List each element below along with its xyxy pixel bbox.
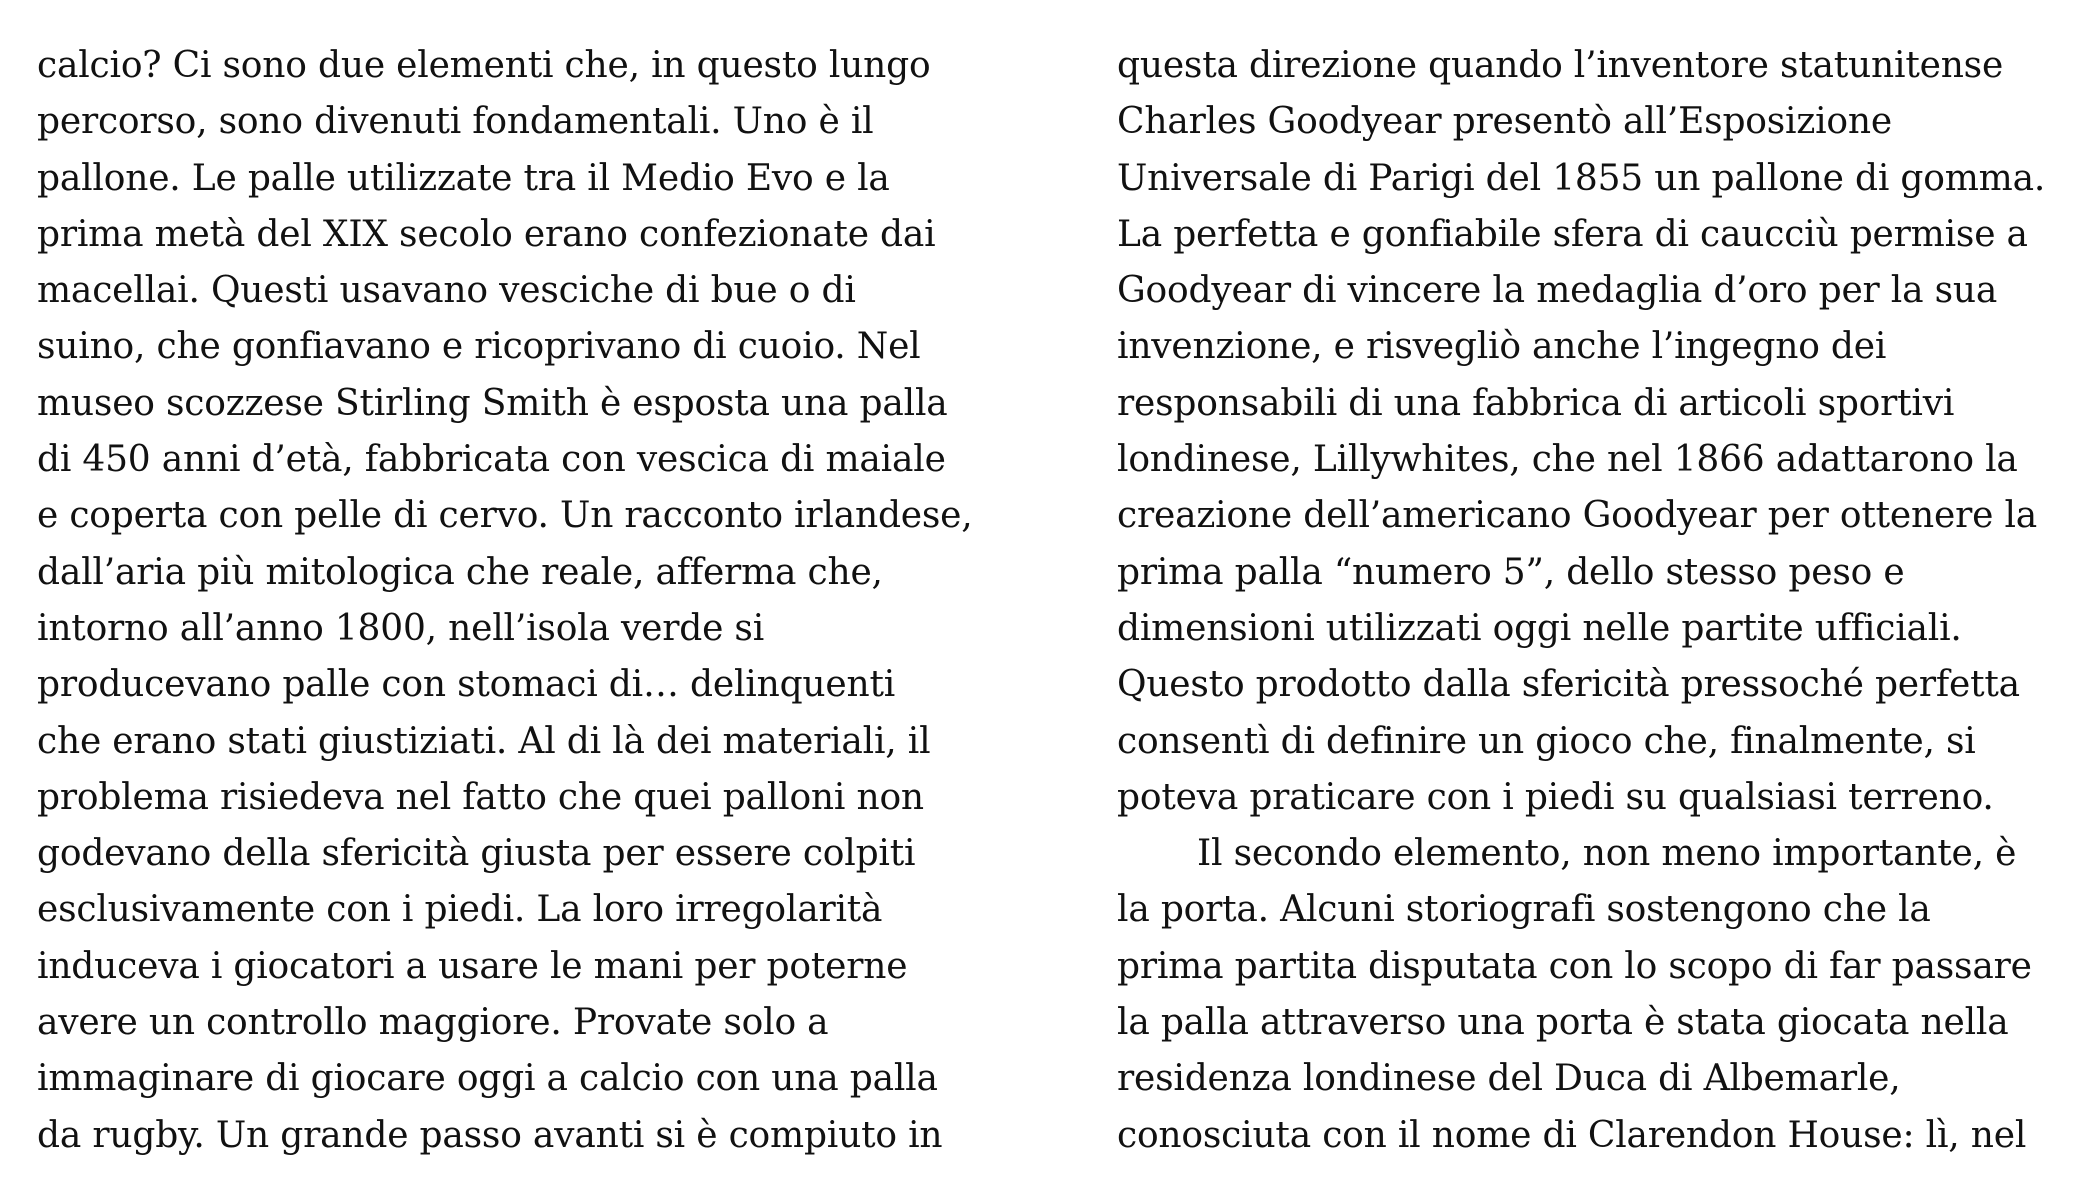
text-line: londinese, Lillywhites, che nel 1866 adattarono la <box>1117 439 2018 481</box>
text-line: suino, che gonfiavano e ricoprivano di cuoio. Nel <box>37 326 921 368</box>
text-line: La perfetta e gonfiabile sfera di caucciù permise a <box>1117 213 2028 255</box>
text-line: la palla attraverso una porta è stata giocata nella <box>1117 1002 2009 1044</box>
text-column-left <box>37 38 973 1164</box>
text-line: induceva i giocatori a usare le mani per poterne <box>37 945 908 987</box>
text-line: museo scozzese Stirling Smith è esposta una palla <box>37 382 948 424</box>
text-line: responsabili di una fabbrica di articoli sportivi <box>1117 382 1955 424</box>
text-line: creazione dell’americano Goodyear per ottenere la <box>1117 495 2038 537</box>
text-line: prima partita disputata con lo scopo di far passare <box>1117 945 2032 987</box>
text-line: pallone. Le palle utilizzate tra il Medio Evo e la <box>37 157 890 199</box>
text-line: prima metà del XIX secolo erano confezionate dai <box>37 213 936 255</box>
text-column-right <box>1117 38 2057 1164</box>
text-line: Goodyear di vincere la medaglia d’oro per la sua <box>1117 270 1998 312</box>
text-line: avere un controllo maggiore. Provate solo a <box>37 1002 829 1044</box>
text-line: prima palla “numero 5”, dello stesso peso e <box>1117 551 1905 593</box>
text-line: producevano palle con stomaci di… delinquenti <box>37 664 896 706</box>
text-line: problema risiedeva nel fatto che quei palloni non <box>37 776 924 818</box>
text-line: di 450 anni d’età, fabbricata con vescica di maiale <box>37 439 946 481</box>
text-line: immaginare di giocare oggi a calcio con una palla <box>37 1058 938 1100</box>
text-line: questa direzione quando l’inventore statunitense <box>1117 45 2004 86</box>
text-line: percorso, sono divenuti fondamentali. Uno è il <box>37 101 874 143</box>
text-line: la porta. Alcuni storiografi sostengono che la <box>1117 889 1931 931</box>
text-line: da rugby. Un grande passo avanti si è compiuto in <box>37 1114 943 1156</box>
text-line: dimensioni utilizzati oggi nelle partite ufficiali. <box>1117 607 1962 649</box>
text-line: consentì di definire un gioco che, finalmente, si <box>1117 720 1976 762</box>
text-line: godevano della sfericità giusta per essere colpiti <box>37 833 916 875</box>
text-line: e coperta con pelle di cervo. Un racconto irlandese, <box>37 495 973 537</box>
text-line: poteva praticare con i piedi su qualsiasi terreno. <box>1117 776 1994 818</box>
text-line: conosciuta con il nome di Clarendon House: lì, nel <box>1117 1114 2027 1156</box>
text-line: esclusivamente con i piedi. La loro irregolarità <box>37 889 883 931</box>
text-line: dall’aria più mitologica che reale, afferma che, <box>37 551 883 593</box>
text-line: Universale di Parigi del 1855 un pallone di gomma. <box>1117 157 2046 199</box>
text-line: intorno all’anno 1800, nell’isola verde si <box>37 607 765 649</box>
text-line: invenzione, e risvegliò anche l’ingegno dei <box>1117 326 1887 368</box>
text-line: Charles Goodyear presentò all’Esposizione <box>1117 101 1892 143</box>
text-line: Questo prodotto dalla sfericità pressoché perfetta <box>1117 664 2020 706</box>
paragraph-start-line: Il secondo elemento, non meno importante, è <box>1197 833 2017 875</box>
text-line: che erano stati giustiziati. Al di là dei materiali, il <box>37 720 931 762</box>
text-line: macellai. Questi usavano vesciche di bue o di <box>37 270 856 312</box>
text-line: residenza londinese del Duca di Albemarle, <box>1117 1058 1901 1100</box>
text-line: calcio? Ci sono due elementi che, in questo lungo <box>37 45 931 86</box>
